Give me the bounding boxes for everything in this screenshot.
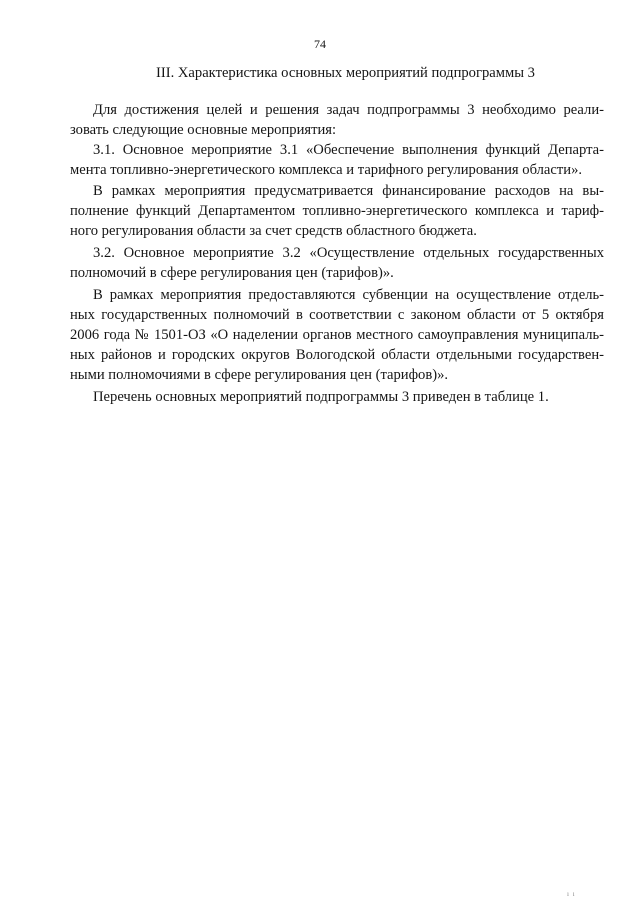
text-line: 3.2. Основное мероприятие 3.2 «Осуществление отдельных государственных (93, 245, 604, 261)
text-line: Для достижения целей и решения задач подпрограммы 3 необходимо реали- (93, 102, 604, 118)
text-line: В рамках мероприятия предусматривается финансирование расходов на вы- (93, 183, 604, 199)
text-line: В рамках мероприятия предоставляются субвенции на осуществление отдель- (93, 287, 604, 303)
text-line: полнение функций Департаментом топливно-энергетического комплекса и тариф- (70, 203, 604, 219)
text-line: ного регулирования области за счет средств областного бюджета. (70, 223, 477, 239)
page-number: 74 (314, 37, 326, 51)
text-line: 2006 года № 1501-ОЗ «О наделении органов местного самоуправления муниципаль- (70, 327, 604, 343)
text-line: ными полномочиями в сфере регулирования цен (тарифов)». (70, 367, 449, 383)
text-line: мента топливно-энергетического комплекса и тарифного регулирования области». (70, 162, 583, 178)
section-heading: III. Характеристика основных мероприятий подпрограммы 3 (156, 65, 535, 81)
text-line: Перечень основных мероприятий подпрограммы 3 приведен в таблице 1. (93, 389, 549, 405)
text-line: полномочий в сфере регулирования цен (тарифов)». (70, 265, 394, 281)
text-line: зовать следующие основные мероприятия: (70, 122, 337, 138)
text-line: 3.1. Основное мероприятие 3.1 «Обеспечение выполнения функций Департа- (93, 142, 604, 158)
text-line: ных государственных полномочий в соответствии с законом области от 5 октября (70, 307, 604, 323)
scan-mark: ı ı (567, 890, 576, 898)
text-line: ных районов и городских округов Вологодской области отдельными государствен- (70, 347, 604, 363)
